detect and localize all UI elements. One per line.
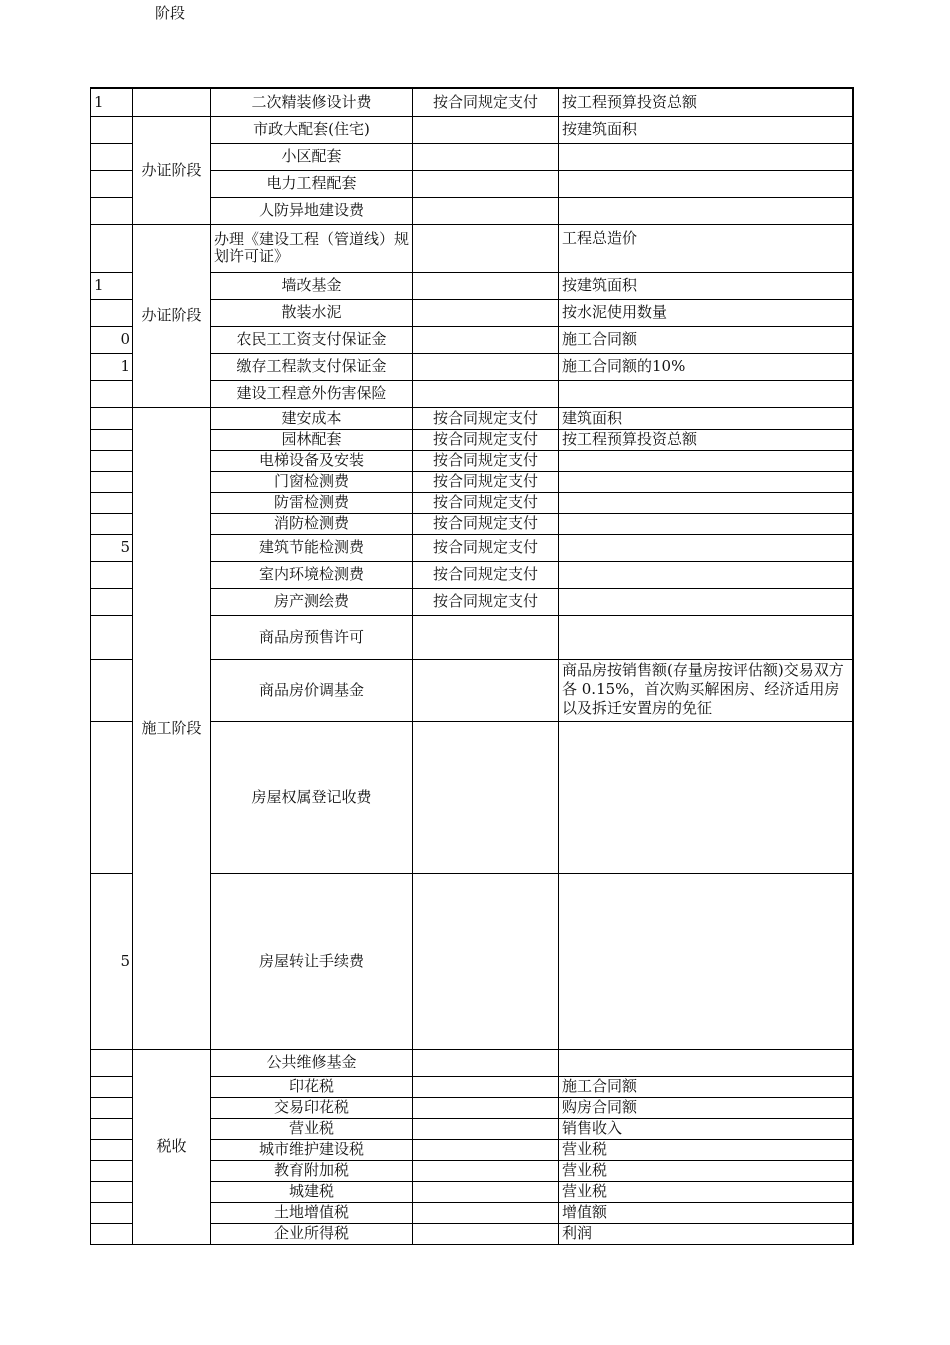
stage-label-tax: 税收 [133,1049,211,1244]
row-number [91,1139,133,1160]
calc-basis: 购房合同额 [559,1097,853,1118]
calc-basis-text: 商品房按销售额(存量房按评估额)交易双方各 0.15%，首次购买解困房、经济适用房以及拆迁安置房的免征 [562,660,844,717]
payment-method: 按合同规定支付 [413,471,559,492]
calc-basis: 施工合同额 [559,1076,853,1097]
fee-item: 农民工工资支付保证金 [211,326,413,353]
calc-basis [559,721,853,873]
calc-basis: 按工程预算投资总额 [559,88,853,116]
payment-method [413,1181,559,1202]
row-number [91,615,133,659]
fee-item: 室内环境检测费 [211,561,413,588]
calc-basis [559,143,853,170]
stage-label-construction: 施工阶段 [133,407,211,1049]
calc-basis: 施工合同额的10% [559,353,853,380]
payment-method [413,224,559,272]
payment-method [413,143,559,170]
calc-basis: 营业税 [559,1139,853,1160]
row-number [91,659,133,721]
payment-method [413,1076,559,1097]
row-number [91,299,133,326]
payment-method: 按合同规定支付 [413,513,559,534]
calc-basis: 工程总造价 [559,224,853,272]
calc-basis [559,534,853,561]
row-number [91,380,133,407]
calc-basis: 施工合同额 [559,326,853,353]
payment-method: 按合同规定支付 [413,588,559,615]
calc-basis [559,1049,853,1076]
fee-item: 教育附加税 [211,1160,413,1181]
payment-method [413,1139,559,1160]
payment-method [413,1118,559,1139]
fee-item: 人防异地建设费 [211,197,413,224]
calc-basis: 按工程预算投资总额 [559,429,853,450]
payment-method [413,353,559,380]
fee-item: 二次精装修设计费 [211,88,413,116]
row-number [91,429,133,450]
row-number [91,116,133,143]
payment-method [413,1097,559,1118]
top-stage-label: 阶段 [155,4,186,22]
fee-item: 房产测绘费 [211,588,413,615]
fee-item: 小区配套 [211,143,413,170]
payment-method [413,299,559,326]
calc-basis: 建筑面积 [559,407,853,429]
row-number [91,407,133,429]
row-number: 5 [91,534,133,561]
fee-item: 办理《建设工程（管道线）规划许可证》 [211,224,413,272]
payment-method: 按合同规定支付 [413,534,559,561]
payment-method: 按合同规定支付 [413,492,559,513]
row-number [91,721,133,873]
row-number: 5 [91,873,133,1049]
payment-method [413,116,559,143]
fee-item: 城市维护建设税 [211,1139,413,1160]
row-number [91,1160,133,1181]
fee-item: 交易印花税 [211,1097,413,1118]
fee-item: 电梯设备及安装 [211,450,413,471]
fee-item: 房屋转让手续费 [211,873,413,1049]
table-row [91,407,853,429]
fee-item: 市政大配套(住宅) [211,116,413,143]
fee-item: 企业所得税 [211,1223,413,1244]
fee-item: 印花税 [211,1076,413,1097]
calc-basis [559,380,853,407]
stage-label-certificate: 办证阶段 [133,116,211,224]
payment-method: 按合同规定支付 [413,450,559,471]
payment-method [413,1049,559,1076]
row-number [91,1202,133,1223]
fee-item: 土地增值税 [211,1202,413,1223]
row-number: 1 [91,353,133,380]
row-number [91,1118,133,1139]
calc-basis [559,561,853,588]
row-number [91,450,133,471]
calc-basis: 利润 [559,1223,853,1244]
fee-item: 营业税 [211,1118,413,1139]
row-number [91,170,133,197]
row-number: 1 [91,272,133,299]
calc-basis: 销售收入 [559,1118,853,1139]
row-number [91,1223,133,1244]
row-number [91,471,133,492]
table-row [91,1049,853,1076]
calc-basis: 营业税 [559,1181,853,1202]
fee-item: 商品房价调基金 [211,659,413,721]
row-number [91,561,133,588]
calc-basis [559,170,853,197]
fee-item: 建设工程意外伤害保险 [211,380,413,407]
payment-method [413,873,559,1049]
fee-item: 门窗检测费 [211,471,413,492]
payment-method: 按合同规定支付 [413,429,559,450]
payment-method: 按合同规定支付 [413,407,559,429]
calc-basis [559,659,853,721]
calc-basis [559,471,853,492]
row-number [91,588,133,615]
fee-item: 防雷检测费 [211,492,413,513]
calc-basis: 营业税 [559,1160,853,1181]
payment-method [413,1223,559,1244]
calc-basis: 增值额 [559,1202,853,1223]
payment-method [413,272,559,299]
fee-item: 消防检测费 [211,513,413,534]
fee-item: 墙改基金 [211,272,413,299]
payment-method [413,1160,559,1181]
stage-label-certificate-2: 办证阶段 [133,224,211,407]
stage-cell-empty [133,88,211,116]
fee-item: 建安成本 [211,407,413,429]
calc-basis [559,513,853,534]
row-number [91,513,133,534]
payment-method [413,1202,559,1223]
payment-method [413,721,559,873]
row-number [91,224,133,272]
payment-method [413,659,559,721]
payment-method [413,380,559,407]
payment-method [413,326,559,353]
row-number [91,143,133,170]
calc-basis [559,492,853,513]
table-row [91,224,853,272]
fee-item: 建筑节能检测费 [211,534,413,561]
table-row [91,88,853,116]
calc-basis [559,588,853,615]
row-number [91,197,133,224]
fee-item: 房屋权属登记收费 [211,721,413,873]
calc-basis [559,873,853,1049]
payment-method: 按合同规定支付 [413,88,559,116]
calc-basis: 按水泥使用数量 [559,299,853,326]
calc-basis [559,197,853,224]
row-number [91,1097,133,1118]
fee-table [90,87,854,1245]
row-number [91,1181,133,1202]
fee-item: 散装水泥 [211,299,413,326]
row-number [91,1076,133,1097]
row-number: 1 [91,88,133,116]
payment-method [413,170,559,197]
payment-method [413,615,559,659]
table-row [91,116,853,143]
fee-item: 缴存工程款支付保证金 [211,353,413,380]
calc-basis [559,615,853,659]
fee-item: 园林配套 [211,429,413,450]
row-number [91,1049,133,1076]
calc-basis: 按建筑面积 [559,116,853,143]
fee-item: 城建税 [211,1181,413,1202]
calc-basis: 按建筑面积 [559,272,853,299]
row-number [91,492,133,513]
calc-basis [559,450,853,471]
fee-item: 商品房预售许可 [211,615,413,659]
payment-method: 按合同规定支付 [413,561,559,588]
fee-item: 公共维修基金 [211,1049,413,1076]
payment-method [413,197,559,224]
fee-item: 电力工程配套 [211,170,413,197]
row-number: 0 [91,326,133,353]
